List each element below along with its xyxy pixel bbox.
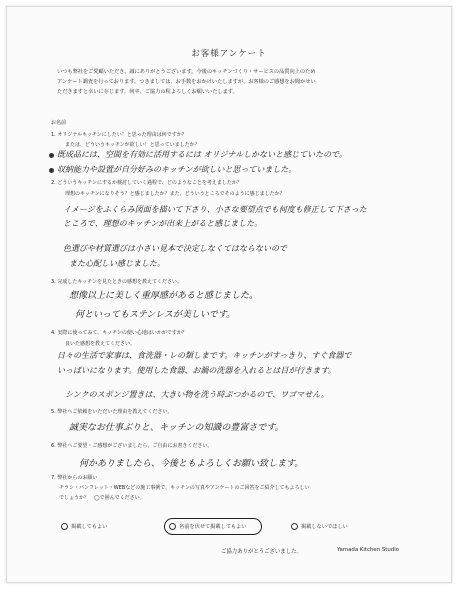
answer-2-line: 色選びや材質選びは小さい見本で決定しなくてはならないので [63, 244, 287, 253]
brand-name: Yamada Kitchen Studio [337, 547, 399, 553]
thanks-text: ご協力ありがとうございました。 [221, 549, 302, 555]
answer-3-line: 想像以上に美しく重厚感があると感じました。 [69, 291, 259, 301]
question-7-sub2: でしょうか？ ◯で囲んでください。 [59, 495, 145, 501]
answer-1-line: 既成品には、空間を有効に活用するには オリジナルしかないと感じていたので。 [49, 149, 347, 160]
form-title: お客様アンケート [191, 49, 267, 59]
bullet-icon [49, 168, 54, 173]
question-3: 3. 完成したキッチンを見たときの感想を教えてください。 [51, 279, 183, 285]
radio-icon [61, 523, 68, 530]
question-7-sub: チラシ・パンフレット・WEBなどの施工事例で、キッチンの写真やアンケートのご回答をご紹介してもよろしい [59, 485, 310, 491]
answer-6-line: 何かありましたら、今後ともよろしくお願い致します。 [79, 459, 304, 469]
intro-text [57, 67, 417, 97]
question-2: 2. どういうキッチンにするか検討していく過程で、どのようなことを考えましたか？ [51, 180, 242, 186]
question-1-sub: または、どういうキッチンが欲しい！と思っていましたか？ [65, 142, 200, 148]
intro-line: アンケート調査を行っております。つきましては、お手数をおかけいたしますが、お客様のご感想をお聞かせい [57, 79, 316, 85]
radio-icon [291, 523, 298, 530]
survey-sheet [6, 6, 452, 583]
option-publish-ok[interactable]: 掲載してもよい [61, 523, 107, 530]
name-label: お名前 [51, 120, 67, 126]
answer-3-line: 何といってもステンレスが美しいです。 [75, 310, 236, 320]
intro-line: ただきますと幸いに存じます。何卒、ご協力の程よろしくお願いいたします。 [57, 89, 238, 95]
question-2-sub: 理想のキッチンになりそう？と感じましたか？また、どういうところでそのように感じましたか？ [65, 191, 285, 197]
question-4: 4. 実際に使ってみて、キッチンの使い心地はいかがですか？ [51, 330, 187, 336]
answer-1-line: 収納能力や設置が自分好みのキッチンが欲しいと思っていました。 [49, 164, 296, 175]
question-4-sub: 良いた感想を教えてください。 [65, 341, 136, 347]
answer-2-line: ところで、理想のキッチンが出来上がると感じました。 [63, 219, 263, 228]
answer-5-line: 誠実なお仕事ぶりと、キッチンの知識の豊富さです。 [69, 423, 284, 433]
answer-2-line: イメージをふくらみ図面を描いて下さり、小さな要望点でも何度も修正して下さった [63, 205, 367, 214]
question-7: 7. 弊社からのお願い [51, 475, 98, 481]
question-6: 6. 弊社へご要望・ご感想がございましたら、ご自由にお書きください。 [51, 443, 213, 449]
radio-icon [169, 523, 176, 530]
answer-4-line: 日々の生活で家事は、食洗器・レの類しまです。キッチンがすっきり、すぐ食器で [57, 351, 352, 360]
option-do-not-publish[interactable]: 掲載しないでほしい [291, 523, 348, 530]
bullet-icon [49, 153, 54, 158]
question-1: 1. オリジナルキッチンにしたい！と思った理由は何ですか？ [51, 132, 187, 138]
intro-line: いつも弊社をご愛顧いただき、誠にありがとうございます。今後のキッチンづくり・サービスの品質向上のため [57, 69, 316, 75]
answer-4-line: シンクのスポンジ置きは、大きい物を洗う時ぶつかるので、ワゴマせん。 [65, 390, 329, 399]
question-5: 5. 弊社へご依頼をいただいた理由を教えてください。 [51, 409, 173, 415]
answer-4-line: いっぱいになります。使用した食器、お鍋の洗器を入れるとは目が行きます。 [57, 366, 336, 375]
option-publish-anonymous[interactable]: 名前を伏せて掲載してもよい [169, 523, 246, 530]
answer-2-line: また心配しい感じました。 [69, 259, 165, 268]
